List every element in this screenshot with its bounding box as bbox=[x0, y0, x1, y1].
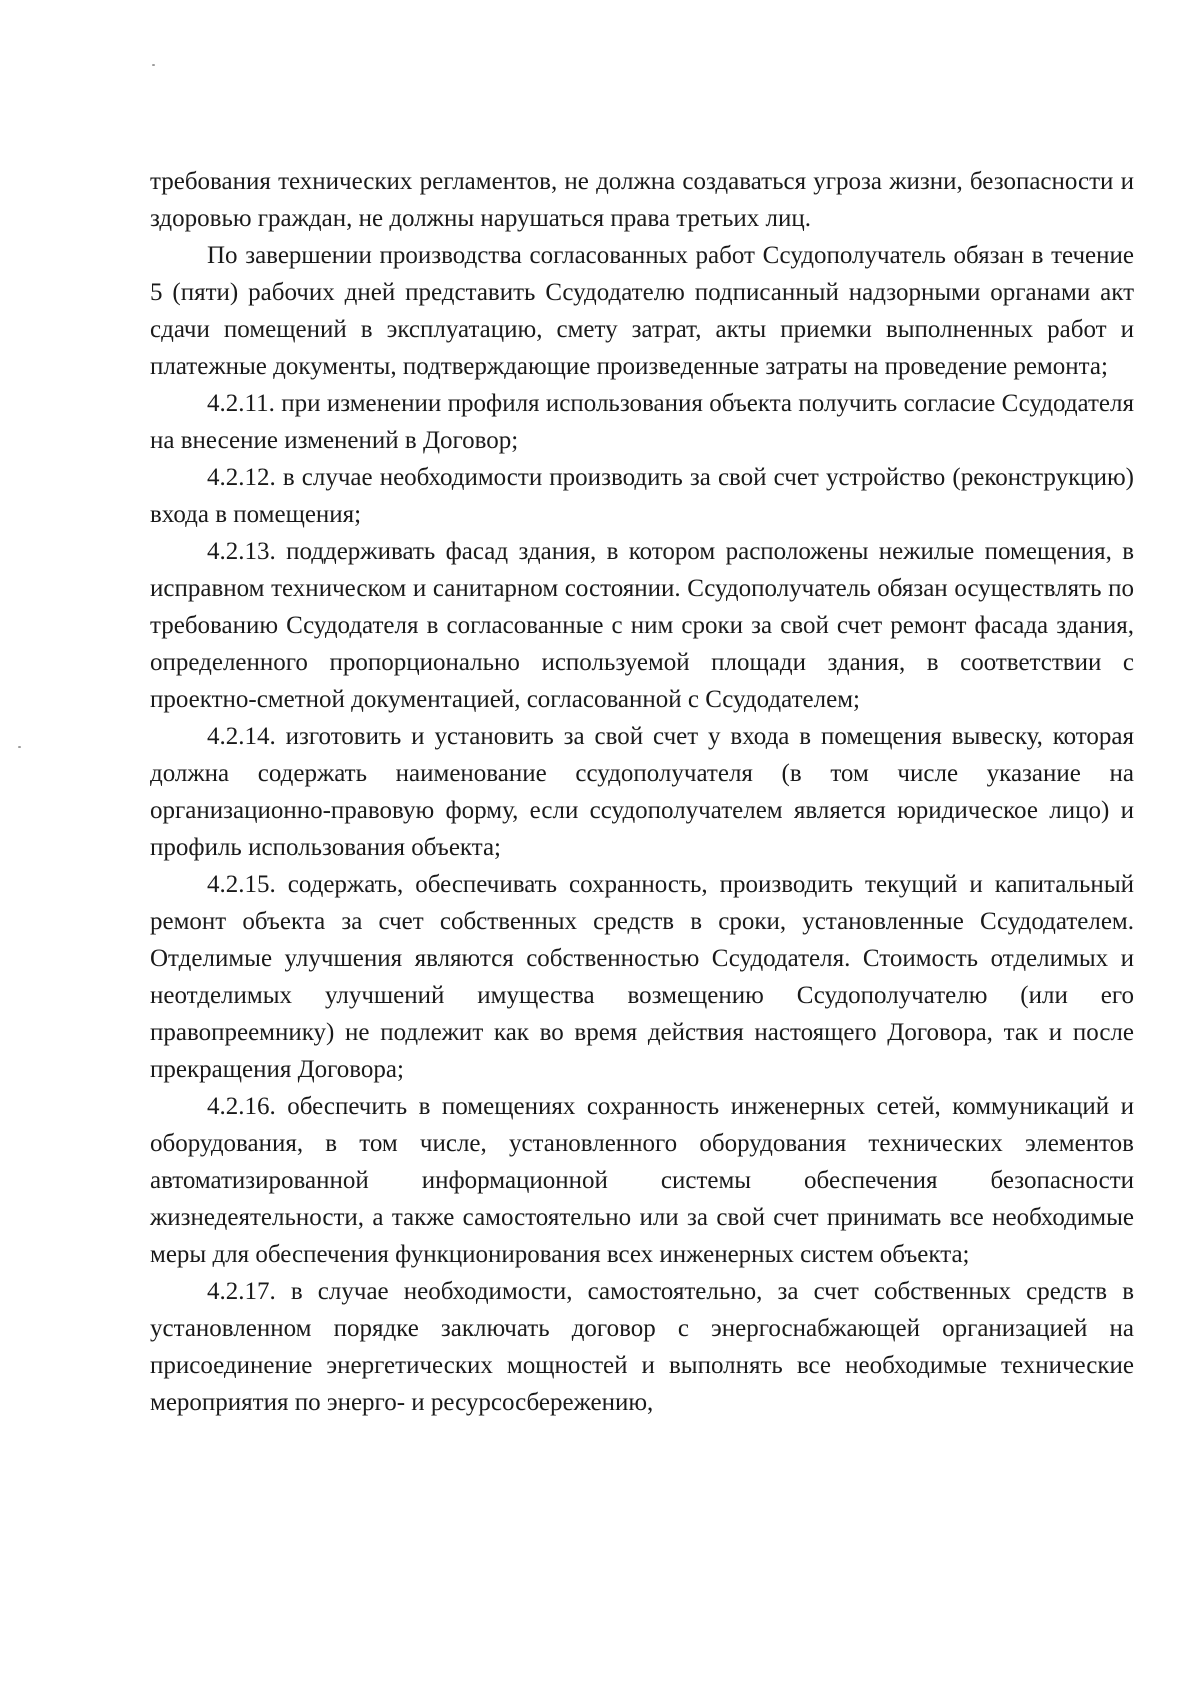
clause-4-2-13: 4.2.13. поддерживать фасад здания, в котором расположены нежилые помещения, в исправном техническом и санитарном состоянии. Ссудополучатель обязан осуществлять по требованию Ссудодателя в согласованные с ним сроки за свой счет ремонт фасада здания, определенного пропорционально используемой площади здания, в соответствии с проектно-сметной документацией, согласованной с Ссудодателем; bbox=[150, 538, 1134, 713]
clause-4-2-12: 4.2.12. в случае необходимости производить за свой счет устройство (реконструкцию) входа в помещения; bbox=[150, 464, 1134, 528]
clause-4-2-17: 4.2.17. в случае необходимости, самостоятельно, за счет собственных средств в установленном порядке заключать договор с энергоснабжающей организацией на присоединение энергетических мощностей и выполнять все необходимые технические мероприятия по энерго- и ресурсосбережению, bbox=[150, 1278, 1134, 1416]
scan-speck bbox=[152, 64, 155, 66]
clause-4-2-15: 4.2.15. содержать, обеспечивать сохранность, производить текущий и капитальный ремонт объекта за счет собственных средств в сроки, установленные Ссудодателем. Отделимые улучшения являются собственностью Ссудодателя. Стоимость отделимых и неотделимых улучшений имущества возмещению Ссудополучателю (или его правопреемнику) не подлежит как во время действия настоящего Договора, так и после прекращения Договора; bbox=[150, 871, 1134, 1083]
clause-4-2-11: 4.2.11. при изменении профиля использования объекта получить согласие Ссудодателя на внесение изменений в Договор; bbox=[150, 390, 1134, 454]
scan-speck bbox=[18, 746, 21, 748]
clause-4-2-16: 4.2.16. обеспечить в помещениях сохранность инженерных сетей, коммуникаций и оборудования, в том числе, установленного оборудования технических элементов автоматизированной информационной системы обеспечения безопасности жизнедеятельности, а также самостоятельно или за свой счет принимать все необходимые меры для обеспечения функционирования всех инженерных систем объекта; bbox=[150, 1093, 1134, 1268]
document-body bbox=[150, 163, 1134, 1421]
paragraph-repair-completion: По завершении производства согласованных работ Ссудополучатель обязан в течение 5 (пяти) рабочих дней представить Ссудодателю подписанный надзорными органами акт сдачи помещений в эксплуатацию, смету затрат, акты приемки выполненных работ и платежные документы, подтверждающие произведенные затраты на проведение ремонта; bbox=[150, 242, 1134, 380]
clause-4-2-14: 4.2.14. изготовить и установить за свой счет у входа в помещения вывеску, которая должна содержать наименование ссудополучателя (в том числе указание на организационно-правовую форму, если ссудополучателем является юридическое лицо) и профиль использования объекта; bbox=[150, 723, 1134, 861]
paragraph-continuation: требования технических регламентов, не должна создаваться угроза жизни, безопасности и здоровью граждан, не должны нарушаться права третьих лиц. bbox=[150, 168, 1134, 232]
